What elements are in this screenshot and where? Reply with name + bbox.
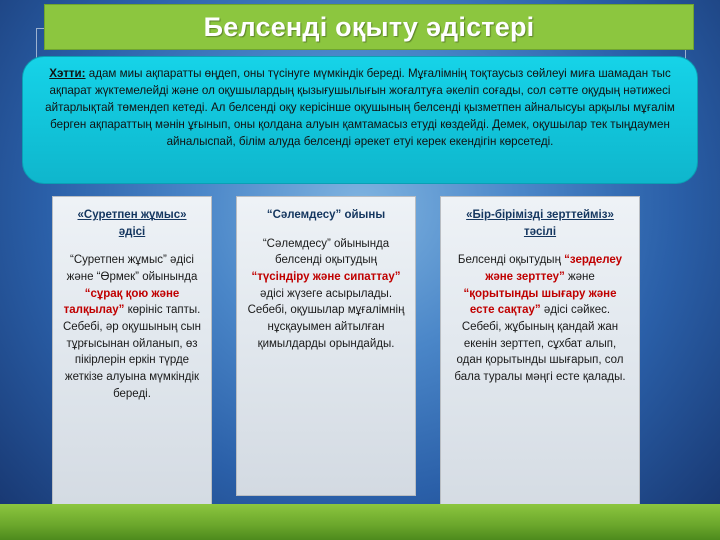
column-2-text-part1: “Сәлемдесу” ойынында белсенді оқытудың: [262, 237, 390, 267]
bottom-decorative-band: [0, 504, 720, 540]
callout-paragraph: [37, 65, 683, 150]
callout-lead-label: Хэтти:: [49, 67, 86, 80]
column-1-heading: «Суретпен жұмыс» әдісі: [77, 209, 187, 238]
column-1-text-part1: “Суретпен жұмыс” әдісі және “Өрмек” ойынында: [66, 254, 198, 284]
column-3-highlight: “зерделеу және зерттеу”: [485, 254, 623, 284]
column-2-heading: “Сәлемдесу” ойыны: [266, 209, 386, 221]
column-2-text-part2: әдісі жүзеге асырылады. Себебі, оқушылар мұғалімнің нұсқауымен айтылған қимылдарды орындайды.: [247, 287, 405, 350]
column-3-body: [451, 252, 629, 385]
column-3-text-part2: әдісі сәйкес. Себебі, жұбының қандай жан екенін зерттеп, сұхбат алып, одан қорытынды шығарып, сол бала туралы мәңгі есте қалады.: [454, 304, 626, 384]
column-2-highlight: “түсіндіру және сипаттау”: [251, 271, 401, 284]
column-1-text-part2: көрініс тапты. Себебі, әр оқушының сын тұрғысынан ойланып, өз пікірлерін еркін түрде жеткізе алуына мүмкіндік береді.: [63, 304, 202, 400]
column-1-body: [63, 252, 201, 402]
column-1-highlight: “сұрақ қою және талқылау”: [63, 287, 180, 317]
column-3-highlight-2: “қорытынды шығару және есте сақтау”: [463, 287, 617, 317]
callout-body-text: адам миы ақпаратты өңдеп, оны түсінуге мүмкіндік береді. Мұғалімнің тоқтаусыз сөйлеуі миға шамадан тыс ақпарат жүктемелейді және ол оқушылардың қызығушылығын жоғалтуға әкеліп соғады, сол сәтте оқудың нәтижесі айтарлықтай төмендеп кетеді. Ал белсенді оқу керісінше оқушының белсенді қызметпен айналысуы арқылы мұғалім берген ақпараттың мәнін ұғынып, оны қолдана алуын қамтамасыз етуді көздейді. Демек, оқушылар тек тыңдаумен айналыспай, білім алуда белсенді әрекет етуі керек екендігін көрсетеді.: [45, 67, 675, 149]
column-card-2: [236, 196, 416, 496]
column-2-body: [247, 236, 405, 353]
column-3-text-part1: Белсенді оқытудың: [457, 254, 565, 267]
column-3-text-mid: және: [564, 271, 595, 284]
page-title: Белсенді оқыту әдістері: [203, 11, 535, 42]
column-3-heading: «Бір-бірімізді зерттейміз» тәсілі: [466, 209, 614, 238]
intro-callout: [22, 56, 698, 184]
column-card-1: [52, 196, 212, 516]
column-card-3: [440, 196, 640, 532]
slide-title-bar: [44, 4, 694, 50]
